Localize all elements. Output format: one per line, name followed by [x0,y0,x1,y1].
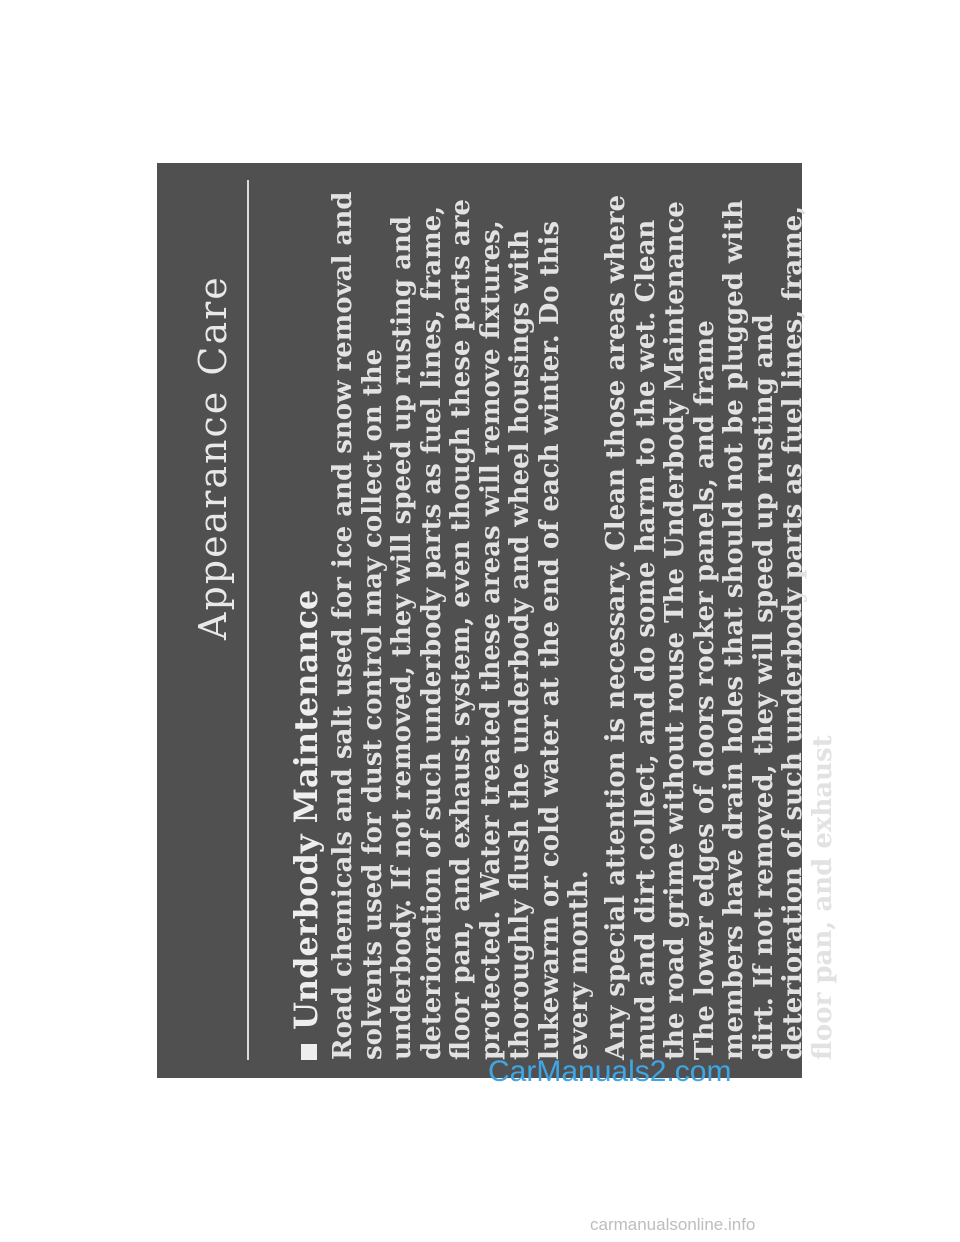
paragraph-2: Any special attention is necessary. Clean those areas where mud and dirt collect, and do some harm to the wet. Clean the road grime without rouse The Underbody Maintenance The lower edges of doors rocker panels, and frame members have drain holes that should not be plugged with dirt. If not removed, they will speed up rusting and deterioration of such underbody parts as fuel lines, frame, floor pan, and exhaust [601,194,838,1060]
page-title: Appearance Care [191,275,235,640]
manual-page [157,163,838,1078]
footer-site-name: carmanualsonline.info [590,1215,756,1234]
watermark-link[interactable]: CarManuals2.com [488,1055,732,1088]
section-heading-text: Underbody Maintenance [287,589,325,1030]
section-marker-icon [301,1044,317,1060]
rotated-content [179,180,838,1060]
paragraph-1: Road chemicals and salt used for ice and snow removal and solvents used for dust control may collect on the underbody. If not removed, they will speed up rusting and deterioration of such underbody parts as fuel lines, frame, floor pan, and exhaust system, even though these parts are protected. Water treated these areas will remove fixtures, thoroughly flush the underbody and wheel housings with lukewarm or cold water at the end of each winter. Do this every month. [328,191,594,1060]
section-heading [287,590,325,1060]
page-header [189,180,249,1060]
